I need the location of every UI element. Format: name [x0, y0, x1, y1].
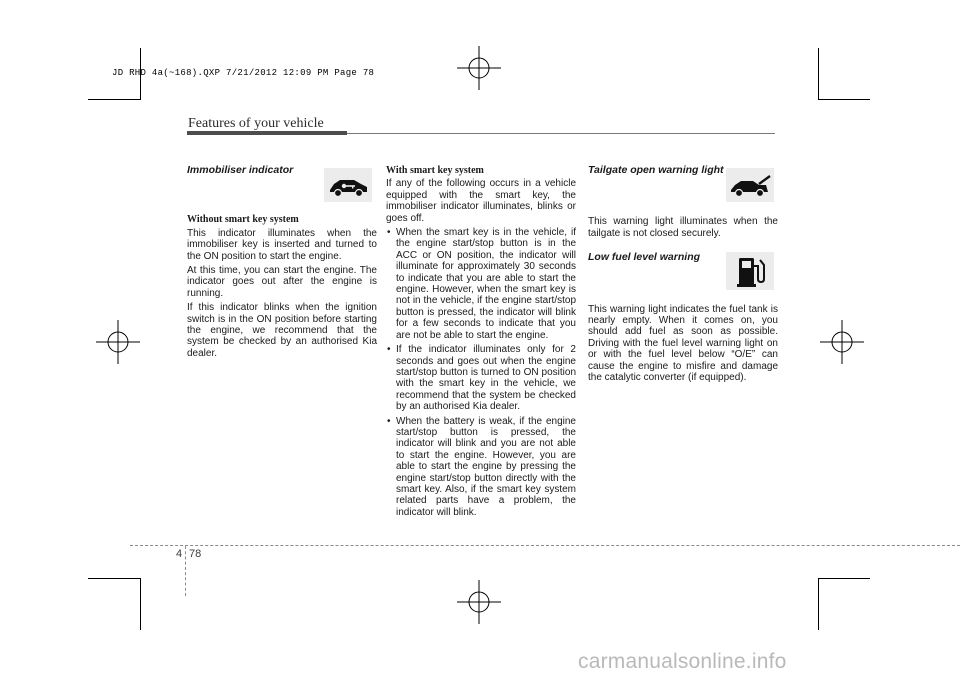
fuel-pump-icon — [726, 252, 774, 290]
watermark: carmanualsonline.info — [578, 650, 787, 673]
paragraph: At this time, you can start the engine. The indicator goes out after the engine is running. — [187, 265, 377, 299]
crop-mark — [818, 578, 870, 579]
title-accent-bar — [187, 131, 347, 135]
crop-mark — [140, 578, 141, 630]
immobiliser-car-key-icon — [324, 168, 372, 202]
page-number: 78 — [189, 548, 202, 560]
registration-mark-icon — [820, 320, 864, 364]
footer-separator — [185, 546, 186, 596]
paragraph: If any of the following occurs in a vehicle equipped with the smart key, the immobiliser indicator illuminates, blinks or goes off. — [386, 178, 576, 224]
page-title: Features of your vehicle — [188, 116, 324, 131]
registration-mark-icon — [96, 320, 140, 364]
paragraph: This indicator illuminates when the immobiliser key is inserted and turned to the ON position to start the engine. — [187, 227, 377, 262]
list-item: • If the indicator illuminates only for 2 seconds and goes out when the engine start/stop button is turned to ON position with the smart key in the vehicle, we recommend that the system be checked by an authorised Kia dealer. — [386, 344, 576, 412]
list-item: • When the smart key is in the vehicle, if the engine start/stop button is in the ACC or ON position, the indicator will illuminate for approximately 30 seconds to indicate that you are able to start the engine. However, when the smart key is not in the vehicle, if the engine start/stop button is pressed, the indicator will blink for a few seconds to indicate that you are not be able to start the engine. — [386, 227, 576, 341]
paragraph: If this indicator blinks when the ignition switch is in the ON position before starting the engine, we recommend that the system be checked by an authorised Kia dealer. — [187, 302, 377, 359]
column-smart-key — [386, 165, 576, 521]
tailgate-open-icon — [726, 168, 774, 202]
crop-mark — [88, 578, 140, 579]
footer-rule — [130, 545, 960, 546]
section-heading-low-fuel: Low fuel level warning — [588, 251, 701, 264]
print-slug: JD RHD 4a(~168).QXP 7/21/2012 12:09 PM Page 78 — [112, 68, 375, 78]
bullet-list — [386, 227, 576, 518]
crop-mark — [818, 48, 819, 100]
section-number: 4 — [176, 548, 183, 560]
crop-mark — [88, 99, 140, 100]
crop-mark — [818, 99, 870, 100]
list-item: • When the battery is weak, if the engine start/stop button is pressed, the indicator will blink and you are not able to start the engine. However, you are able to start the engine by pressing the engine start/stop button directly with the smart key. Also, if the smart key system related parts have a problem, the indicator will blink. — [386, 416, 576, 519]
section-heading-immobiliser: Immobiliser indicator — [187, 164, 294, 176]
subheading-without-smart-key: Without smart key system — [187, 214, 299, 226]
registration-mark-icon — [457, 580, 501, 624]
paragraph: This warning light indicates the fuel tank is nearly empty. When it comes on, you should add fuel as soon as possible. Driving with the fuel level warning light on or with the fuel level below “O/E” can cause the engine to misfire and damage the catalytic converter (if equipped). — [588, 303, 778, 384]
paragraph: This warning light illuminates when the tailgate is not closed securely. — [588, 216, 778, 239]
section-heading-tailgate: Tailgate open warning light — [588, 164, 724, 176]
registration-mark-icon — [457, 46, 501, 90]
crop-mark — [818, 578, 819, 630]
subheading-with-smart-key: With smart key system — [386, 165, 484, 176]
